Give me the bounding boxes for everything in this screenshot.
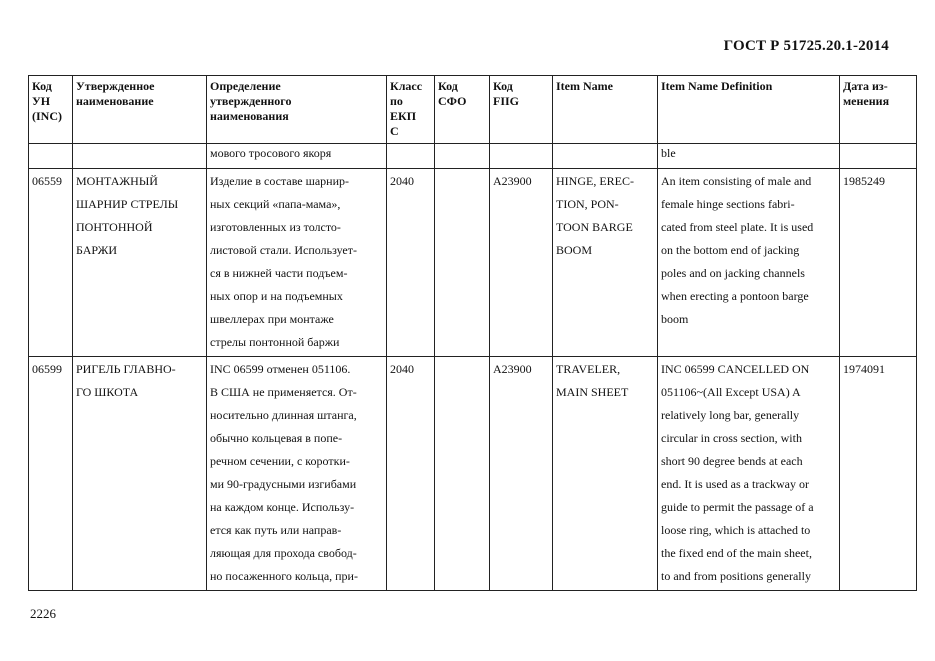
cell-line: relatively long bar, generally — [661, 408, 800, 422]
cell-line: ных опор и на подъемных — [210, 289, 343, 303]
cell-line: стрелы понтонной баржи — [210, 335, 340, 349]
cell-line: Код — [438, 79, 458, 93]
cell-inc — [29, 144, 73, 169]
cell-line: cated from steel plate. It is used — [661, 220, 814, 234]
cell-name-ru — [73, 357, 207, 591]
cell-line: ми 90-градусными изгибами — [210, 477, 357, 491]
cell-definition-ru: мового тросового якоря — [207, 144, 387, 169]
cell-line: СФО — [438, 94, 467, 108]
page-number: 2226 — [30, 606, 56, 621]
cell-line: наименование — [76, 94, 154, 108]
cell-line: HINGE, EREC- — [556, 174, 634, 188]
header-row — [29, 76, 917, 144]
header-change-date — [840, 76, 917, 144]
cell-inc: 06599 — [29, 357, 73, 591]
cell-line: ЕКП — [390, 109, 417, 123]
cell-line: РИГЕЛЬ ГЛАВНО- — [76, 362, 176, 376]
cell-line: poles and on jacking channels — [661, 266, 805, 280]
cell-name-ru — [73, 144, 207, 169]
cell-line: the fixed end of the main sheet, — [661, 546, 812, 560]
cell-line: Изделие в составе шарнир- — [210, 174, 350, 188]
document-code: ГОСТ Р 51725.20.1-2014 — [723, 38, 889, 54]
cell-inc: 06559 — [29, 169, 73, 357]
cell-line: female hinge sections fabri- — [661, 197, 795, 211]
header-sfo — [435, 76, 490, 144]
cell-line: loose ring, which is attached to — [661, 523, 811, 537]
cell-item-name — [553, 144, 658, 169]
header-item-name-definition — [658, 76, 840, 144]
cell-sfo — [435, 357, 490, 591]
cell-fiig: A23900 — [490, 169, 553, 357]
table-row — [29, 169, 917, 357]
header-definition-ru — [207, 76, 387, 144]
cell-line: листовой стали. Использует- — [210, 243, 357, 257]
cell-class — [387, 144, 435, 169]
cell-line: речном сечении, с коротки- — [210, 454, 350, 468]
cell-line: TRAVELER, — [556, 362, 621, 376]
catalog-table — [28, 75, 917, 591]
cell-line: Код — [493, 79, 513, 93]
cell-line: ШАРНИР СТРЕЛЫ — [76, 197, 179, 211]
cell-definition-ru — [207, 357, 387, 591]
cell-date: 1985249 — [840, 169, 917, 357]
cell-line: ется как путь или направ- — [210, 523, 342, 537]
header-approved-name — [73, 76, 207, 144]
cell-fiig — [490, 144, 553, 169]
cell-line: швеллерах при монтаже — [210, 312, 334, 326]
continuation-row — [29, 144, 917, 169]
cell-line: guide to permit the passage of a — [661, 500, 814, 514]
header-item-name — [553, 76, 658, 144]
cell-line: An item consisting of male and — [661, 174, 812, 188]
cell-item-name — [553, 357, 658, 591]
cell-line: (INC) — [32, 109, 62, 123]
cell-line: МОНТАЖНЫЙ — [76, 174, 158, 188]
cell-fiig: A23900 — [490, 357, 553, 591]
cell-date — [840, 144, 917, 169]
cell-line: УН — [32, 94, 51, 108]
cell-line: FIIG — [493, 94, 520, 108]
cell-line: утвержденного — [210, 94, 292, 108]
cell-line: Код — [32, 79, 52, 93]
header-inc — [29, 76, 73, 144]
cell-line: С — [390, 124, 399, 138]
cell-line: Утвержденное — [76, 79, 155, 93]
cell-line: TION, PON- — [556, 197, 619, 211]
cell-definition-en — [658, 357, 840, 591]
cell-line: ся в нижней части подъем- — [210, 266, 348, 280]
header-fiig — [490, 76, 553, 144]
cell-line: но посаженного кольца, при- — [210, 569, 358, 583]
cell-line: circular in cross section, with — [661, 431, 802, 445]
cell-line: обычно кольцевая в попе- — [210, 431, 343, 445]
cell-date: 1974091 — [840, 357, 917, 591]
cell-definition-en: ble — [658, 144, 840, 169]
cell-line: INC 06599 отменен 051106. — [210, 362, 351, 376]
cell-line: TOON BARGE — [556, 220, 633, 234]
cell-sfo — [435, 144, 490, 169]
cell-definition-en — [658, 169, 840, 357]
cell-sfo — [435, 169, 490, 357]
cell-line: В США не применяется. От- — [210, 385, 357, 399]
cell-line: BOOM — [556, 243, 593, 257]
cell-line: по — [390, 94, 403, 108]
table-row — [29, 357, 917, 591]
cell-line: Определение — [210, 79, 281, 93]
cell-line: 051106~(All Except USA) A — [661, 385, 801, 399]
cell-line: INC 06599 CANCELLED ON — [661, 362, 810, 376]
cell-class: 2040 — [387, 357, 435, 591]
cell-line: short 90 degree bends at each — [661, 454, 803, 468]
cell-item-name — [553, 169, 658, 357]
cell-line: ных секций «папа-мама», — [210, 197, 341, 211]
cell-line: наименования — [210, 109, 289, 123]
cell-line: ПОНТОННОЙ — [76, 220, 153, 234]
cell-line: boom — [661, 312, 689, 326]
cell-line: менения — [843, 94, 890, 108]
cell-line: носительно длинная штанга, — [210, 408, 357, 422]
cell-definition-ru — [207, 169, 387, 357]
cell-line: Дата из- — [843, 79, 888, 93]
cell-line: ГО ШКОТА — [76, 385, 139, 399]
cell-line: to and from positions generally — [661, 569, 811, 583]
cell-class: 2040 — [387, 169, 435, 357]
cell-line: изготовленных из толсто- — [210, 220, 341, 234]
cell-line: на каждом конце. Использу- — [210, 500, 355, 514]
header-class — [387, 76, 435, 144]
cell-line: on the bottom end of jacking — [661, 243, 800, 257]
cell-line: Item Name Definition — [661, 79, 773, 93]
cell-line: Item Name — [556, 79, 613, 93]
cell-line: MAIN SHEET — [556, 385, 629, 399]
cell-line: ляющая для прохода свобод- — [210, 546, 357, 560]
cell-line: when erecting a pontoon barge — [661, 289, 809, 303]
cell-line: Класс — [390, 79, 423, 93]
cell-name-ru — [73, 169, 207, 357]
cell-line: end. It is used as a trackway or — [661, 477, 809, 491]
cell-line: БАРЖИ — [76, 243, 118, 257]
